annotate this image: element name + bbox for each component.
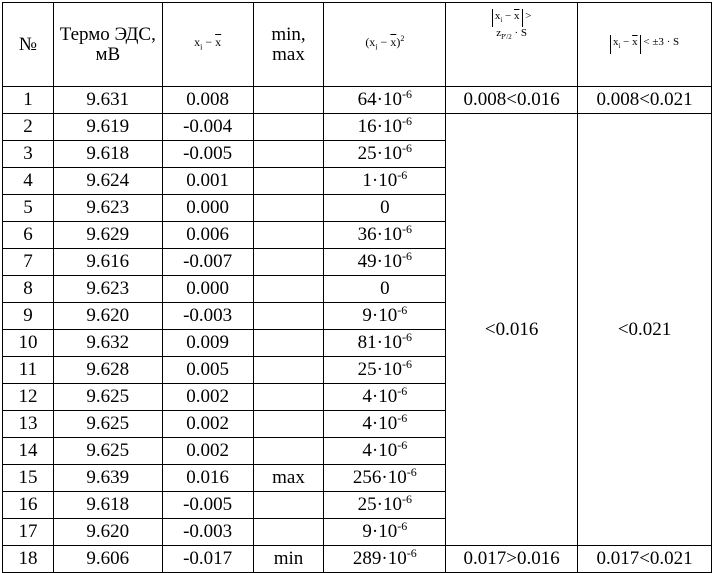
cell-number: 16 [3, 492, 54, 519]
cell-deviation: -0.007 [162, 249, 253, 276]
cell-number: 17 [3, 519, 54, 546]
cell-squared-deviation: $81\cdot 10^{-6}$ [324, 330, 446, 357]
cell-thermo-emf: 9.629 [53, 222, 162, 249]
cell-squared-deviation: 0 [324, 276, 446, 303]
cell-min-max [253, 303, 324, 330]
cell-squared-deviation: $4\cdot 10^{-6}$ [324, 438, 446, 465]
header-number: № [3, 3, 54, 87]
cell-thermo-emf: 9.606 [53, 546, 162, 573]
cell-thermo-emf: 9.624 [53, 168, 162, 195]
cell-squared-deviation: $36\cdot 10^{-6}$ [324, 222, 446, 249]
cell-number: 9 [3, 303, 54, 330]
cell-min-max [253, 276, 324, 303]
cell-number: 11 [3, 357, 54, 384]
header-min-max: min, max [253, 3, 324, 87]
cell-min-max [253, 411, 324, 438]
cell-min-max [253, 330, 324, 357]
cell-thermo-emf: 9.623 [53, 276, 162, 303]
cell-number: 14 [3, 438, 54, 465]
cell-deviation: -0.017 [162, 546, 253, 573]
cell-deviation: -0.005 [162, 492, 253, 519]
cell-criterion-z: 0.008<0.016 [446, 87, 578, 114]
cell-deviation: -0.005 [162, 141, 253, 168]
cell-thermo-emf: 9.620 [53, 519, 162, 546]
cell-thermo-emf: 9.623 [53, 195, 162, 222]
cell-number: 3 [3, 141, 54, 168]
cell-min-max [253, 438, 324, 465]
cell-number: 18 [3, 546, 54, 573]
cell-deviation: 0.001 [162, 168, 253, 195]
cell-number: 6 [3, 222, 54, 249]
cell-deviation: 0.000 [162, 195, 253, 222]
cell-squared-deviation: $25\cdot 10^{-6}$ [324, 357, 446, 384]
cell-number: 5 [3, 195, 54, 222]
cell-number: 10 [3, 330, 54, 357]
cell-min-max [253, 195, 324, 222]
table-row [3, 546, 712, 573]
header-row [3, 3, 712, 87]
cell-number: 4 [3, 168, 54, 195]
cell-squared-deviation: $256\cdot 10^{-6}$ [324, 465, 446, 492]
cell-thermo-emf: 9.632 [53, 330, 162, 357]
cell-min-max [253, 114, 324, 141]
merged-criterion-z: <0.016 [446, 114, 578, 546]
cell-thermo-emf: 9.625 [53, 384, 162, 411]
cell-deviation: 0.006 [162, 222, 253, 249]
header-squared-deviation: $(x_i - \overline{x})^2$ [324, 3, 446, 87]
cell-thermo-emf: 9.625 [53, 411, 162, 438]
cell-deviation: -0.004 [162, 114, 253, 141]
cell-number: 13 [3, 411, 54, 438]
cell-number: 12 [3, 384, 54, 411]
cell-thermo-emf: 9.631 [53, 87, 162, 114]
cell-min-max: max [253, 465, 324, 492]
cell-squared-deviation: $4\cdot 10^{-6}$ [324, 411, 446, 438]
statistics-table [2, 2, 712, 573]
cell-deviation: 0.002 [162, 438, 253, 465]
cell-deviation: 0.016 [162, 465, 253, 492]
cell-min-max [253, 141, 324, 168]
cell-squared-deviation: $16\cdot 10^{-6}$ [324, 114, 446, 141]
cell-deviation: 0.002 [162, 411, 253, 438]
cell-number: 8 [3, 276, 54, 303]
cell-min-max [253, 492, 324, 519]
cell-deviation: 0.002 [162, 384, 253, 411]
cell-number: 15 [3, 465, 54, 492]
cell-squared-deviation: $1\cdot 10^{-6}$ [324, 168, 446, 195]
cell-min-max [253, 384, 324, 411]
cell-criterion-3s: 0.017<0.021 [578, 546, 712, 573]
cell-number: 7 [3, 249, 54, 276]
cell-min-max: min [253, 546, 324, 573]
cell-min-max [253, 519, 324, 546]
header-deviation: $x_i - \overline{x}$ [162, 3, 253, 87]
cell-squared-deviation: $49\cdot 10^{-6}$ [324, 249, 446, 276]
cell-thermo-emf: 9.616 [53, 249, 162, 276]
cell-deviation: 0.008 [162, 87, 253, 114]
cell-thermo-emf: 9.639 [53, 465, 162, 492]
cell-squared-deviation: $9\cdot 10^{-6}$ [324, 303, 446, 330]
table-row [3, 114, 712, 141]
cell-squared-deviation: $9\cdot 10^{-6}$ [324, 519, 446, 546]
header-criterion-z: $x_i - \overline{x}$ > $z_{P'/2} \cdot S$ [446, 3, 578, 87]
cell-deviation: 0.005 [162, 357, 253, 384]
cell-deviation: -0.003 [162, 519, 253, 546]
cell-min-max [253, 357, 324, 384]
cell-thermo-emf: 9.628 [53, 357, 162, 384]
cell-thermo-emf: 9.618 [53, 141, 162, 168]
cell-thermo-emf: 9.619 [53, 114, 162, 141]
cell-thermo-emf: 9.618 [53, 492, 162, 519]
cell-squared-deviation: $4\cdot 10^{-6}$ [324, 384, 446, 411]
merged-criterion-3s: <0.021 [578, 114, 712, 546]
header-thermo-emf: Термо ЭДС, мВ [53, 3, 162, 87]
cell-squared-deviation: $25\cdot 10^{-6}$ [324, 141, 446, 168]
cell-number: 1 [3, 87, 54, 114]
cell-deviation: -0.003 [162, 303, 253, 330]
table-row [3, 87, 712, 114]
header-criterion-3s: $x_i - \overline{x} < \pm 3 \cdot S$ [578, 3, 712, 87]
cell-min-max [253, 249, 324, 276]
cell-criterion-z: 0.017>0.016 [446, 546, 578, 573]
cell-squared-deviation: $64\cdot 10^{-6}$ [324, 87, 446, 114]
cell-min-max [253, 168, 324, 195]
cell-squared-deviation: 0 [324, 195, 446, 222]
cell-number: 2 [3, 114, 54, 141]
cell-squared-deviation: $289\cdot 10^{-6}$ [324, 546, 446, 573]
cell-thermo-emf: 9.620 [53, 303, 162, 330]
cell-squared-deviation: $25\cdot 10^{-6}$ [324, 492, 446, 519]
cell-deviation: 0.000 [162, 276, 253, 303]
cell-criterion-3s: 0.008<0.021 [578, 87, 712, 114]
cell-min-max [253, 222, 324, 249]
cell-thermo-emf: 9.625 [53, 438, 162, 465]
cell-deviation: 0.009 [162, 330, 253, 357]
cell-min-max [253, 87, 324, 114]
